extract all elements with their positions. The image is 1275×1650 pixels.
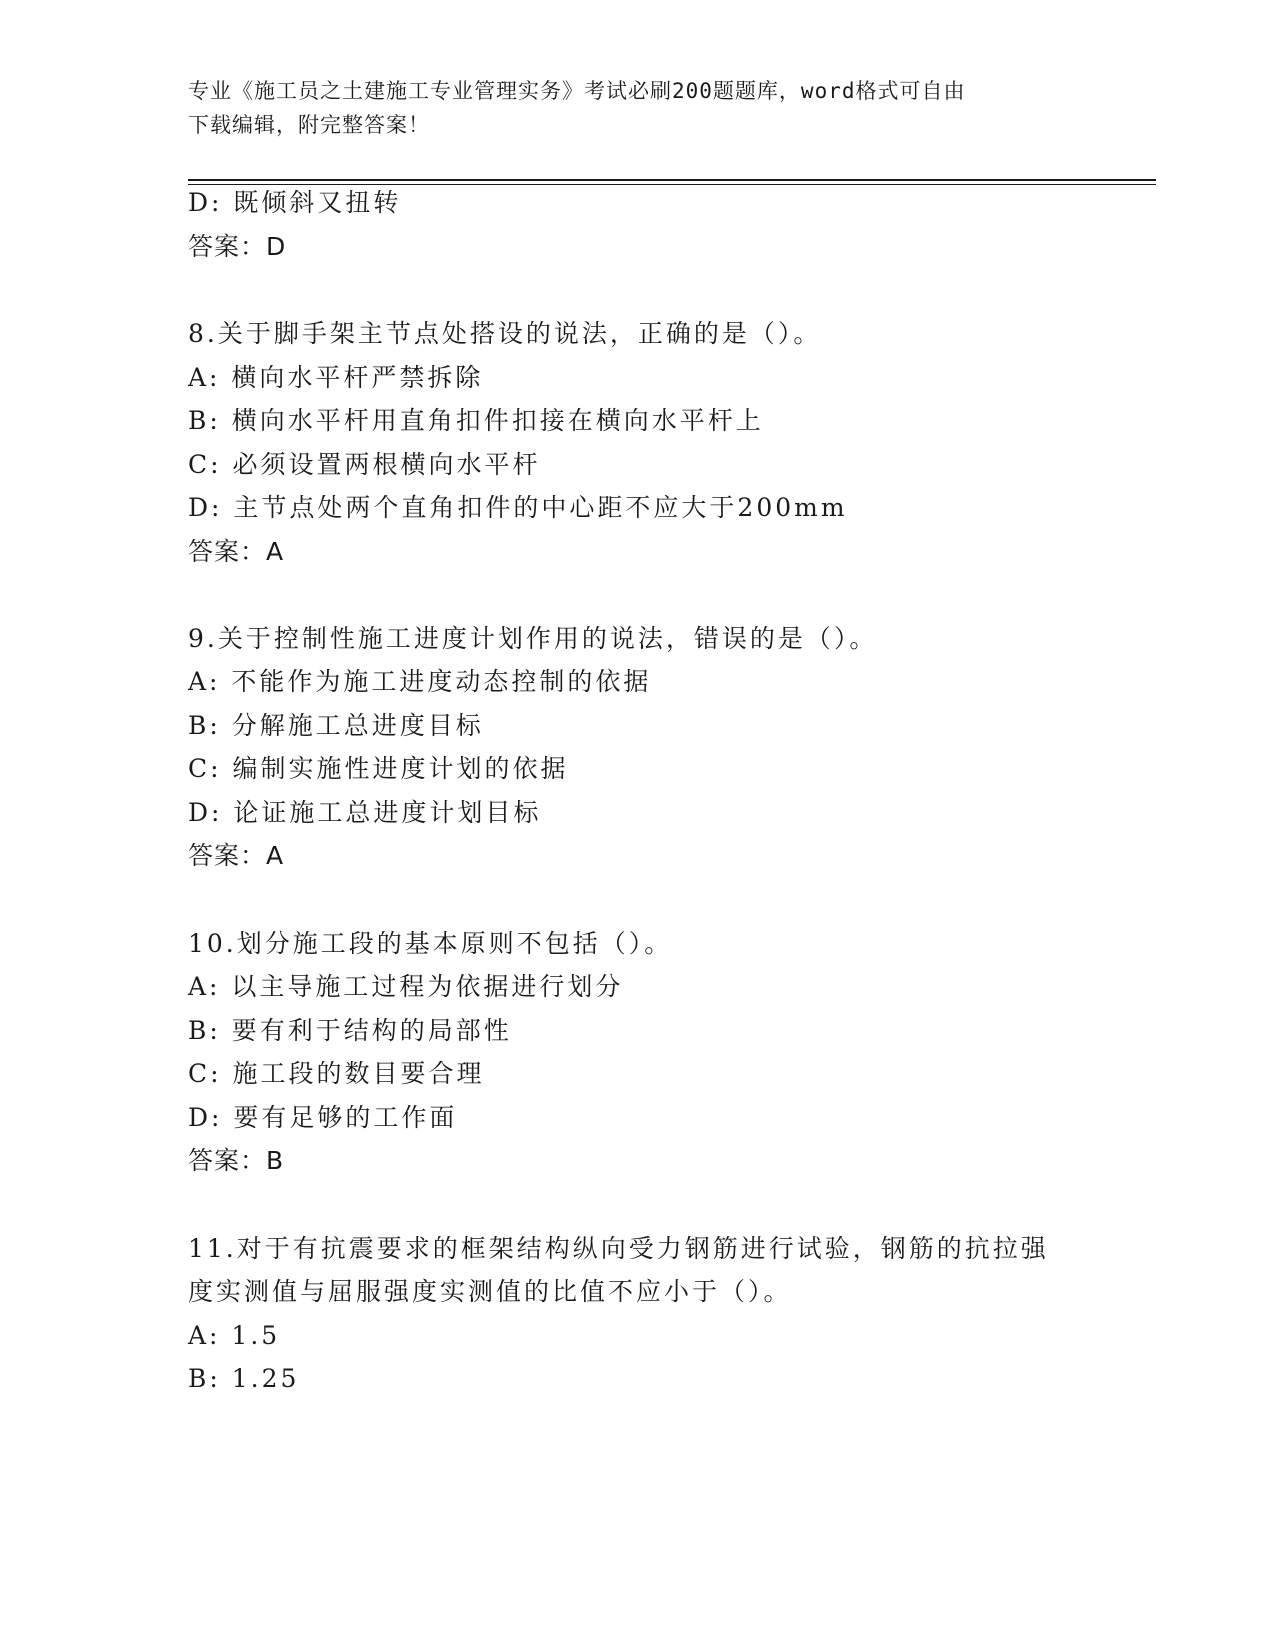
q11-option-a: A: 1.5 xyxy=(188,1321,281,1350)
q10-option-a: A: 以主导施工过程为依据进行划分 xyxy=(188,972,624,1001)
q9-option-c: C: 编制实施性进度计划的依据 xyxy=(188,754,569,783)
header-divider-thin xyxy=(188,184,1156,185)
q9-option-a: A: 不能作为施工进度动态控制的依据 xyxy=(188,667,652,696)
prev-answer: 答案：D xyxy=(188,232,287,261)
q10-question: 10.划分施工段的基本原则不包括（）。 xyxy=(188,929,673,958)
q8-question: 8.关于脚手架主节点处搭设的说法，正确的是（）。 xyxy=(188,319,822,348)
prev-option-d: D: 既倾斜又扭转 xyxy=(188,188,402,217)
q11-question-line-1: 11.对于有抗震要求的框架结构纵向受力钢筋进行试验，钢筋的抗拉强 xyxy=(188,1234,1049,1263)
q8-option-a: A: 横向水平杆严禁拆除 xyxy=(188,363,484,392)
document-header xyxy=(188,74,1088,142)
q10-option-c: C: 施工段的数目要合理 xyxy=(188,1059,485,1088)
q8-option-c: C: 必须设置两根横向水平杆 xyxy=(188,450,541,479)
header-line-1: 专业《施工员之土建施工专业管理实务》考试必刷200题题库，word格式可自由 xyxy=(188,79,966,103)
q10-answer: 答案：B xyxy=(188,1146,285,1175)
q11-question-line-2: 度实测值与屈服强度实测值的比值不应小于（）。 xyxy=(188,1277,792,1306)
q10-option-d: D: 要有足够的工作面 xyxy=(188,1103,458,1132)
q8-option-b: B: 横向水平杆用直角扣件扣接在横向水平杆上 xyxy=(188,406,764,435)
q9-answer: 答案：A xyxy=(188,841,285,870)
q9-question: 9.关于控制性施工进度计划作用的说法，错误的是（）。 xyxy=(188,624,878,653)
header-line-2: 下载编辑，附完整答案！ xyxy=(188,113,430,137)
header-divider-thick xyxy=(188,179,1156,181)
q9-option-b: B: 分解施工总进度目标 xyxy=(188,711,484,740)
q11-option-b: B: 1.25 xyxy=(188,1364,300,1393)
q8-option-d: D: 主节点处两个直角扣件的中心距不应大于200mm xyxy=(188,493,848,522)
q9-option-d: D: 论证施工总进度计划目标 xyxy=(188,798,542,827)
q10-option-b: B: 要有利于结构的局部性 xyxy=(188,1016,512,1045)
q8-answer: 答案：A xyxy=(188,537,285,566)
